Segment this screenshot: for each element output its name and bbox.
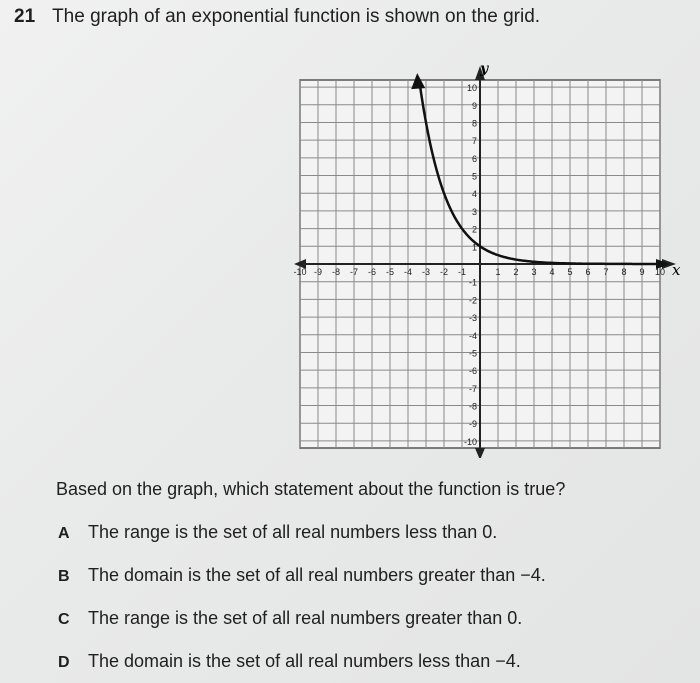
x-tick-label: -6 (367, 267, 377, 277)
x-axis-label: x (672, 261, 681, 279)
x-tick-label: -8 (331, 267, 341, 277)
y-tick-label: 1 (471, 242, 477, 253)
answer-choice-a[interactable] (58, 522, 497, 543)
y-tick-label: -6 (468, 366, 477, 377)
choice-letter: A (58, 525, 70, 542)
y-tick-label: -2 (468, 295, 477, 306)
y-tick-label: 9 (471, 100, 477, 111)
question-number: 21 (14, 6, 36, 27)
x-tick-label: 3 (531, 267, 537, 277)
choice-letter: B (58, 568, 70, 585)
question-text: The graph of an exponential function is shown on the grid. (52, 6, 541, 27)
y-tick-label: 2 (471, 224, 477, 235)
choice-text: The domain is the set of all real numbers less than −4. (88, 651, 521, 671)
y-tick-label: -9 (468, 419, 477, 430)
x-tick-label: 5 (567, 267, 573, 277)
choice-text: The range is the set of all real numbers greater than 0. (88, 608, 523, 628)
coordinate-grid (294, 66, 676, 458)
y-tick-label: -8 (468, 401, 477, 412)
y-tick-label: -1 (468, 277, 477, 288)
choice-text: The range is the set of all real numbers less than 0. (88, 522, 498, 542)
y-tick-label: 7 (471, 136, 477, 147)
x-tick-label: -1 (457, 267, 467, 277)
choice-letter: D (58, 654, 70, 671)
x-tick-label: -10 (293, 267, 307, 277)
y-tick-label: 3 (471, 206, 477, 217)
x-tick-label: 7 (603, 267, 609, 277)
y-tick-label: 10 (466, 83, 477, 94)
x-tick-label: 6 (585, 267, 591, 277)
x-tick-label: 4 (549, 267, 555, 277)
y-tick-label: -3 (468, 313, 477, 324)
question-header (14, 6, 540, 28)
choice-letter: C (58, 611, 70, 628)
x-tick-label: 2 (513, 267, 519, 277)
exponential-function-graph (290, 58, 695, 458)
y-axis-arrow-down (475, 448, 485, 458)
x-tick-label: -3 (421, 267, 431, 277)
y-tick-label: -4 (468, 330, 477, 341)
x-tick-label: 9 (639, 267, 645, 277)
x-tick-label: -4 (403, 267, 413, 277)
answer-choice-c[interactable] (58, 608, 522, 629)
x-tick-label: 10 (654, 267, 666, 277)
x-tick-label: -7 (349, 267, 359, 277)
y-tick-label: 4 (471, 189, 477, 200)
x-tick-label: -5 (385, 267, 395, 277)
x-tick-label: 8 (621, 267, 627, 277)
answer-choice-b[interactable] (58, 565, 546, 586)
y-axis-label: y (480, 61, 489, 77)
y-tick-label: 5 (471, 171, 477, 182)
y-tick-label: 6 (471, 153, 477, 164)
y-tick-label: 8 (471, 118, 477, 129)
x-tick-label: 1 (495, 267, 501, 277)
answer-choice-d[interactable] (58, 651, 521, 672)
y-tick-label: -10 (463, 436, 477, 447)
y-tick-label: -7 (468, 383, 477, 394)
x-tick-label: -9 (313, 267, 323, 277)
x-tick-label: -2 (439, 267, 449, 277)
question-prompt: Based on the graph, which statement about the function is true? (56, 479, 566, 499)
y-tick-label: -5 (468, 348, 477, 359)
choice-text: The domain is the set of all real numbers greater than −4. (88, 565, 546, 585)
